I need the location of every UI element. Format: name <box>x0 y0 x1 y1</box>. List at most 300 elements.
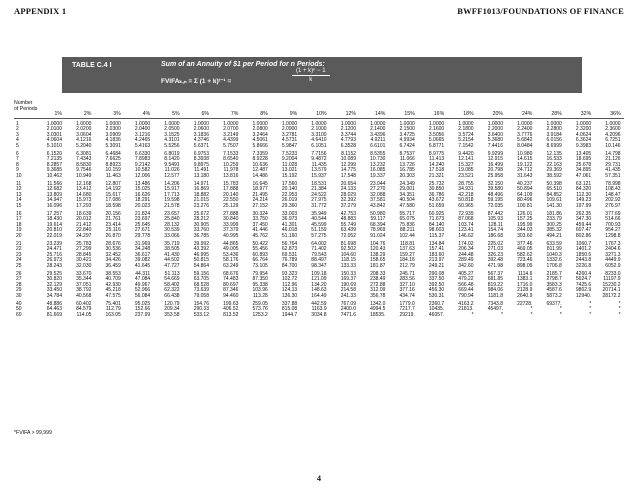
value-cell: 109.18 <box>311 271 327 277</box>
value-cell: 209.34 <box>164 306 180 313</box>
value-cell: 18.977 <box>252 186 268 193</box>
value-cell: 66.438 <box>164 292 180 299</box>
value-cell: 18.695 <box>575 156 592 163</box>
value-cell: 47.580 <box>399 202 415 209</box>
value-cell: 57.351 <box>605 172 621 179</box>
value-cell: 7.4416 <box>487 142 503 149</box>
value-cell: 19.122 <box>517 161 533 168</box>
value-cell: 10.089 <box>340 156 356 163</box>
value-cell: 112.79 <box>105 306 121 313</box>
value-cell: 6.7251 <box>605 137 621 144</box>
value-cell: 15.917 <box>164 186 180 193</box>
period-cell: 26 <box>16 271 22 277</box>
period-cell: 24 <box>16 257 22 264</box>
value-cell: 12940. <box>575 292 592 299</box>
value-cell: 63.249 <box>223 262 239 269</box>
value-cell: 28.029 <box>340 191 356 198</box>
value-cell: 10.730 <box>370 156 386 163</box>
column-header: 3% <box>113 111 121 117</box>
value-cell: 50.894 <box>517 186 533 193</box>
value-cell: 19.598 <box>164 197 180 204</box>
value-cell: 23.697 <box>134 216 151 223</box>
value-cell: 1.0000 <box>546 121 562 127</box>
value-cell: 42.753 <box>340 211 356 217</box>
value-cell: 9.8975 <box>193 161 209 168</box>
value-cell: 118.81 <box>399 241 415 247</box>
value-cell: 6.9753 <box>193 151 209 157</box>
value-cell: 434.74 <box>399 292 415 299</box>
value-cell: 197.99 <box>575 202 592 209</box>
value-cell: 24.297 <box>76 232 92 239</box>
value-cell: 55.717 <box>399 211 415 217</box>
value-cell: 36.786 <box>428 191 445 198</box>
value-cell: 36.973 <box>281 216 298 223</box>
value-cell: 126.01 <box>517 211 533 217</box>
value-cell: * <box>618 301 621 307</box>
value-cell: 120.43 <box>370 246 386 253</box>
value-cell: 27.299 <box>76 246 92 253</box>
table-row <box>14 294 624 299</box>
value-cell: 25.645 <box>134 221 151 228</box>
value-cell: 20.156 <box>105 211 121 217</box>
value-cell: 11197.9 <box>603 276 621 283</box>
value-cell: 44.502 <box>164 257 180 264</box>
value-cell: 123.41 <box>458 227 474 234</box>
value-cell: 63.121 <box>575 181 592 187</box>
value-cell: 21.412 <box>76 221 92 228</box>
value-cell: 1.0000 <box>193 121 209 127</box>
column-header: 36% <box>610 111 621 117</box>
table-row <box>14 313 624 318</box>
period-cell: 6 <box>16 151 19 157</box>
value-cell: 88.497 <box>311 257 327 264</box>
value-cell: 17.293 <box>76 202 92 209</box>
value-cell: 249.21 <box>428 262 445 269</box>
value-cell: 244.48 <box>458 251 474 258</box>
period-cell: 30 <box>16 292 22 299</box>
value-cell: 2640.9 <box>517 292 533 299</box>
value-cell: * <box>589 306 592 313</box>
value-cell: 25.129 <box>223 202 239 209</box>
value-cell: * <box>559 311 562 318</box>
value-cell: 33.999 <box>223 221 239 228</box>
value-cell: 8.6540 <box>223 156 239 163</box>
value-cell: 15.783 <box>223 181 239 187</box>
value-cell: 1.0000 <box>428 121 445 127</box>
value-cell: 4.4399 <box>223 137 239 144</box>
value-cell: 5.6371 <box>193 142 209 149</box>
value-cell: 12.299 <box>340 161 356 168</box>
value-cell: 27.671 <box>134 227 151 234</box>
value-cell: 64.002 <box>311 241 327 247</box>
value-cell: 133.33 <box>340 262 356 269</box>
value-cell: 3.0909 <box>105 131 121 138</box>
value-cell: 63.439 <box>340 227 356 234</box>
value-cell: 3.9184 <box>546 131 562 138</box>
value-cell: 12.487 <box>252 167 268 174</box>
value-cell: 4449.9 <box>605 257 621 264</box>
value-cell: 174.02 <box>458 241 474 247</box>
value-cell: 1401.2 <box>575 246 592 253</box>
value-cell: 91.024 <box>370 232 386 239</box>
value-cell: 199.63 <box>223 301 239 307</box>
value-cell: 3.2781 <box>281 131 298 138</box>
value-cell: 13.021 <box>281 167 298 174</box>
value-cell: 27.888 <box>223 211 239 217</box>
value-cell: 385.32 <box>546 227 562 234</box>
value-cell: 39.580 <box>487 186 503 193</box>
value-cell: 113.28 <box>252 292 268 299</box>
value-cell: 4.0624 <box>575 131 592 138</box>
value-cell: 28.132 <box>164 221 180 228</box>
value-cell: 28.845 <box>76 251 92 258</box>
value-cell: 108.43 <box>605 186 621 193</box>
value-cell: 6.1520 <box>46 151 62 157</box>
value-cell: 5.4163 <box>134 142 151 149</box>
value-cell: 33.750 <box>252 216 268 223</box>
period-cell: 40 <box>16 301 22 307</box>
value-cell: 63.705 <box>193 276 209 283</box>
value-cell: 84.140 <box>428 221 445 228</box>
value-cell: * <box>589 311 592 318</box>
value-cell: * <box>530 306 533 313</box>
value-cell: 5.2040 <box>76 142 92 149</box>
annuity-table <box>14 97 624 319</box>
value-cell: 34.248 <box>134 246 151 253</box>
value-cell: 2.3200 <box>575 126 592 133</box>
value-cell: 30.421 <box>76 257 92 264</box>
value-cell: 84.852 <box>546 191 562 198</box>
value-cell: 46057. <box>428 311 445 318</box>
value-cell: 723.46 <box>517 257 533 264</box>
value-cell: 183.60 <box>428 251 445 258</box>
value-cell: 56.084 <box>134 292 151 299</box>
value-cell: 2.1400 <box>370 126 386 133</box>
value-cell: 47.084 <box>134 276 151 283</box>
value-cell: 1.0000 <box>164 121 180 127</box>
value-cell: 43.842 <box>370 202 386 209</box>
column-header: 10% <box>316 111 327 117</box>
value-cell: 1.0000 <box>517 121 533 127</box>
value-cell: 8.9775 <box>428 151 445 157</box>
value-cell: 3.4396 <box>370 131 386 138</box>
value-cell: 20.810 <box>46 227 62 234</box>
value-cell: 26.870 <box>105 232 121 239</box>
value-cell: 60.893 <box>252 251 268 258</box>
period-cell: 8 <box>16 161 19 168</box>
value-cell: 75.836 <box>399 221 415 228</box>
value-cell: 9.3983 <box>575 142 592 149</box>
value-cell: 2.0700 <box>223 126 239 133</box>
value-cell: 56.764 <box>281 241 298 247</box>
value-cell: 13.809 <box>46 191 62 198</box>
value-cell: 5.5256 <box>164 142 180 149</box>
value-cell: 25.840 <box>164 216 180 223</box>
value-cell: 1040.3 <box>546 251 562 258</box>
value-cell: 66.764 <box>252 257 268 264</box>
column-header: 1% <box>54 111 62 117</box>
period-cell: 2 <box>16 126 19 133</box>
value-cell: 154.76 <box>193 301 209 307</box>
value-cell: 46.018 <box>281 227 298 234</box>
value-cell: 17.518 <box>428 167 445 174</box>
value-cell: 533.12 <box>193 311 209 318</box>
value-cell: 7471.6 <box>340 311 356 318</box>
value-cell: 32.088 <box>370 191 386 198</box>
value-cell: 25.116 <box>105 227 121 234</box>
period-cell: 3 <box>16 131 19 138</box>
period-cell: 1 <box>16 121 19 127</box>
value-cell: 8.0484 <box>517 142 533 149</box>
value-cell: 87.442 <box>487 211 503 217</box>
value-cell: 6.7424 <box>399 142 415 149</box>
value-cell: 1767.3 <box>605 241 621 247</box>
value-cell: 159.27 <box>399 251 415 258</box>
value-cell: 289.49 <box>458 257 474 264</box>
value-cell: 26.973 <box>46 257 62 264</box>
value-cell: 13.232 <box>370 161 386 168</box>
value-cell: 5.7507 <box>223 142 239 149</box>
value-cell: 17.560 <box>281 181 298 187</box>
value-cell: 38.792 <box>76 287 92 294</box>
value-cell: 157.41 <box>428 246 445 253</box>
value-cell: 25.958 <box>487 172 503 179</box>
value-cell: 42.218 <box>458 191 474 198</box>
value-cell: 4994.5 <box>370 306 386 313</box>
value-cell: 30.840 <box>223 216 239 223</box>
value-cell: 681.85 <box>487 276 503 283</box>
value-cell: 64.463 <box>46 306 62 313</box>
value-cell: 40.709 <box>105 276 121 283</box>
column-header: 16% <box>433 111 445 117</box>
value-cell: 459.44 <box>575 221 592 228</box>
value-cell: 8.7537 <box>399 151 415 157</box>
value-cell: 152.66 <box>134 306 151 313</box>
value-cell: 27.270 <box>370 186 386 193</box>
value-cell: 21.015 <box>193 197 209 204</box>
value-cell: 79.543 <box>311 251 327 258</box>
column-header: 5% <box>172 111 180 117</box>
value-cell: 186.68 <box>487 232 503 239</box>
value-cell: 35.719 <box>164 241 180 247</box>
value-cell: 272.88 <box>370 281 386 288</box>
value-cell: 1298.8 <box>605 232 621 239</box>
value-cell: 114.05 <box>76 311 92 318</box>
value-cell: 377.69 <box>605 211 621 217</box>
row-group <box>14 272 624 300</box>
formula-numerator: (1 + k)ⁿ − 1 <box>292 68 330 76</box>
value-cell: 16.533 <box>546 156 562 163</box>
value-cell: 238.49 <box>370 276 386 283</box>
value-cell: 32.030 <box>76 262 92 269</box>
value-cell: 2.0200 <box>76 126 92 133</box>
value-cell: 259.05 <box>252 301 268 307</box>
column-header: 2% <box>83 111 92 117</box>
value-cell: 50.980 <box>370 211 386 217</box>
value-cell: 11.026 <box>164 167 180 174</box>
value-cell: 1.0000 <box>399 121 415 127</box>
value-cell: 46.995 <box>193 251 209 258</box>
value-cell: 206.34 <box>458 246 474 253</box>
value-cell: 29.778 <box>134 232 151 239</box>
value-cell: 103.96 <box>252 287 268 294</box>
value-cell: 184.16 <box>399 257 415 264</box>
value-cell: 54.864 <box>193 262 209 269</box>
value-cell: 15.973 <box>76 197 92 204</box>
value-cell: 1114.6 <box>517 271 533 277</box>
value-cell: 14.192 <box>105 186 121 193</box>
table-row <box>14 174 624 179</box>
value-cell: 25.783 <box>76 241 92 247</box>
value-cell: 5624.7 <box>575 276 592 283</box>
row-group <box>14 302 624 319</box>
value-cell: 4.5061 <box>252 137 268 144</box>
value-cell: 128.11 <box>488 221 503 228</box>
value-cell: 59.156 <box>193 271 209 277</box>
value-cell: 50.818 <box>458 197 474 204</box>
value-cell: 245.71 <box>399 271 415 277</box>
value-cell: 567.37 <box>487 271 503 277</box>
value-cell: 68.676 <box>223 271 239 277</box>
value-cell: 62.322 <box>164 287 180 294</box>
value-cell: 50.398 <box>546 181 562 187</box>
value-cell: 5.2154 <box>458 137 474 144</box>
value-cell: 1.0000 <box>370 121 386 127</box>
value-cell: 582.62 <box>517 251 533 258</box>
value-cell: 2.3600 <box>605 126 621 133</box>
period-cell: 17 <box>16 216 22 223</box>
value-cell: 181.86 <box>546 211 562 217</box>
value-cell: 2.1800 <box>458 126 474 133</box>
value-cell: 22.163 <box>546 161 562 168</box>
value-cell: 4.3101 <box>164 137 180 144</box>
row-group <box>14 242 624 270</box>
row-group <box>14 122 624 150</box>
value-cell: 21.321 <box>428 172 445 179</box>
value-cell: 633.59 <box>546 241 562 247</box>
value-cell: 72.939 <box>458 211 474 217</box>
value-cell: 1332.6 <box>546 257 562 264</box>
value-cell: 356.78 <box>370 292 386 299</box>
value-cell: 4587.6 <box>546 287 562 294</box>
value-cell: * <box>618 311 621 318</box>
value-cell: * <box>530 311 533 318</box>
value-cell: 4.5731 <box>281 137 298 144</box>
value-cell: 42.930 <box>105 281 121 288</box>
value-cell: 8.2857 <box>46 161 62 168</box>
value-cell: 1.0000 <box>487 121 503 127</box>
value-cell: 34.784 <box>46 292 62 299</box>
value-cell: 22.953 <box>281 191 298 198</box>
value-cell: 471.98 <box>487 262 503 269</box>
value-cell: 29.731 <box>605 161 621 168</box>
value-cell: 22728. <box>517 301 533 307</box>
value-cell: 3.1836 <box>193 131 209 138</box>
value-cell: 16.645 <box>252 181 268 187</box>
value-cell: 405.27 <box>458 271 474 277</box>
value-cell: 283.56 <box>399 276 415 283</box>
value-cell: 12.577 <box>164 172 180 179</box>
value-cell: * <box>618 306 621 313</box>
value-cell: 30.539 <box>164 227 180 234</box>
value-cell: 84.579 <box>76 306 92 313</box>
value-cell: 50.815 <box>193 257 209 264</box>
period-cell: 21 <box>16 241 22 247</box>
value-cell: 1.0000 <box>605 121 621 127</box>
value-cell: 4.1216 <box>76 137 92 144</box>
value-cell: 1163.9 <box>311 306 327 313</box>
value-cell: 353.58 <box>164 311 180 318</box>
value-cell: 51.159 <box>311 227 327 234</box>
value-cell: 1383.1 <box>517 276 533 283</box>
value-cell: 10.582 <box>134 167 151 174</box>
value-cell: 494.21 <box>546 232 562 239</box>
value-cell: 6.3081 <box>76 151 92 157</box>
formula-fraction <box>292 68 330 83</box>
value-cell: 290.08 <box>428 271 445 277</box>
value-cell: 19.085 <box>458 167 474 174</box>
value-cell: 3583.3 <box>546 281 562 288</box>
value-cell: 16.785 <box>399 167 415 174</box>
value-cell: 32.452 <box>105 251 121 258</box>
value-cell: 14.971 <box>193 181 209 187</box>
column-header: 12% <box>345 111 356 117</box>
value-cell: 40.237 <box>517 181 533 187</box>
value-cell: 80.697 <box>223 281 239 288</box>
value-cell: 4.7793 <box>340 137 356 144</box>
value-cell: 5.8666 <box>252 142 268 149</box>
value-cell: 100.81 <box>517 202 533 209</box>
value-cell: 32.150 <box>487 181 503 187</box>
value-cell: 11.978 <box>223 167 239 174</box>
value-cell: 9.4872 <box>311 156 327 163</box>
value-cell: 573.76 <box>252 306 268 313</box>
value-cell: 1944.7 <box>281 311 298 318</box>
value-cell: 14.240 <box>428 161 445 168</box>
period-cell: 9 <box>16 167 19 174</box>
course-code: BWFF1013/FOUNDATIONS OF FINANCE <box>457 6 624 16</box>
value-cell: 31.969 <box>134 241 151 247</box>
value-cell: 3.2464 <box>252 131 268 138</box>
value-cell: 479.22 <box>458 276 474 283</box>
value-cell: 28172.2 <box>602 292 621 299</box>
value-cell: 9.2142 <box>134 161 151 168</box>
value-cell: 1.0000 <box>134 121 151 127</box>
value-cell: 112.96 <box>282 281 298 288</box>
value-cell: 30.536 <box>105 246 121 253</box>
value-cell: 29.525 <box>46 271 62 277</box>
value-cell: * <box>471 311 474 318</box>
value-cell: 4163.2 <box>458 301 474 307</box>
value-cell: 10.462 <box>46 172 62 179</box>
value-cell: 195.99 <box>517 221 533 228</box>
value-cell: 24.712 <box>517 167 533 174</box>
value-cell: 33.450 <box>46 287 62 294</box>
column-header: 9% <box>289 111 298 117</box>
value-cell: 104.60 <box>340 251 356 258</box>
value-cell: 700.93 <box>605 221 621 228</box>
value-cell: 76.789 <box>281 257 298 264</box>
value-cell: 41.645 <box>134 262 151 269</box>
value-cell: 767.09 <box>340 301 356 307</box>
value-cell: 136.30 <box>281 292 298 299</box>
value-cell: 81.698 <box>340 241 356 247</box>
period-cell: 19 <box>16 227 22 234</box>
value-cell: 3.1216 <box>134 131 151 138</box>
table-body <box>14 122 624 319</box>
value-cell: 15.617 <box>105 191 121 198</box>
value-cell: 146.62 <box>458 232 474 239</box>
